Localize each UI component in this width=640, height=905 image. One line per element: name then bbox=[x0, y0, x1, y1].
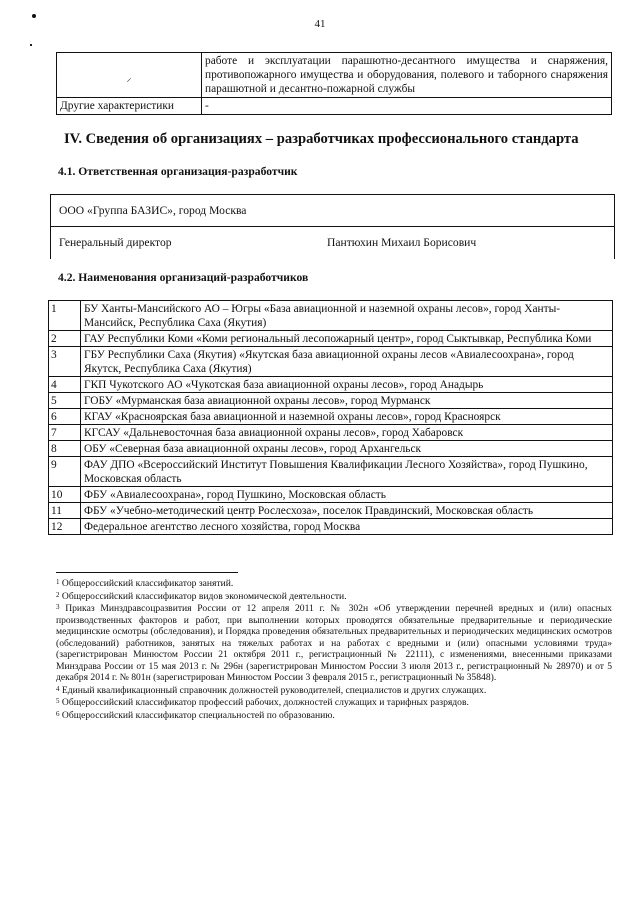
footnote-text: Общероссийский классификатор видов экономической деятельности. bbox=[61, 590, 347, 602]
org-number: 7 bbox=[49, 425, 81, 441]
org-name: ГОБУ «Мурманская база авиационной охраны лесов», город Мурманск bbox=[81, 393, 613, 409]
org-number: 6 bbox=[49, 409, 81, 425]
org-name: ФБУ «Учебно-методический центр Рослесхоза», поселок Правдинский, Московская область bbox=[81, 503, 613, 519]
table-row bbox=[49, 331, 613, 347]
org-number: 3 bbox=[49, 347, 81, 377]
org-number: 2 bbox=[49, 331, 81, 347]
responsible-person: Пантюхин Михаил Борисович bbox=[327, 236, 477, 249]
footnote-separator bbox=[56, 572, 238, 573]
other-characteristics-value: - bbox=[202, 98, 612, 115]
footnote bbox=[56, 685, 612, 697]
responsible-org-name: ООО «Группа БАЗИС», город Москва bbox=[59, 204, 247, 217]
org-number: 10 bbox=[49, 487, 81, 503]
divider bbox=[51, 226, 614, 227]
org-name: Федеральное агентство лесного хозяйства, город Москва bbox=[81, 519, 613, 535]
footnote-text: Общероссийский классификатор специальностей по образованию. bbox=[61, 709, 335, 721]
org-number: 5 bbox=[49, 393, 81, 409]
footnote-text: Общероссийский классификатор занятий. bbox=[61, 578, 234, 589]
scan-mark: ⸝ bbox=[126, 73, 132, 84]
org-number: 12 bbox=[49, 519, 81, 535]
table-row bbox=[49, 441, 613, 457]
org-number: 11 bbox=[49, 503, 81, 519]
table-row bbox=[49, 487, 613, 503]
table-row bbox=[49, 425, 613, 441]
org-number: 4 bbox=[49, 377, 81, 393]
table-row bbox=[49, 457, 613, 487]
footnote bbox=[56, 697, 612, 709]
table-row bbox=[49, 393, 613, 409]
table-row bbox=[57, 98, 612, 115]
other-characteristics-label: Другие характеристики bbox=[57, 98, 202, 115]
org-number: 8 bbox=[49, 441, 81, 457]
scan-speck bbox=[30, 44, 32, 46]
responsible-position: Генеральный директор bbox=[59, 236, 172, 249]
org-name: ФАУ ДПО «Всероссийский Институт Повышения Квалификации Лесного Хозяйства», город Пушкино, Московская область bbox=[81, 457, 613, 487]
footnote-text: Единый квалификационный справочник должностей руководителей, специалистов и других служащих. bbox=[61, 684, 487, 696]
footnote bbox=[56, 591, 612, 603]
org-name: ГАУ Республики Коми «Коми региональный лесопожарный центр», город Сыктывкар, Республика Коми bbox=[81, 331, 613, 347]
footnote bbox=[56, 710, 612, 722]
table-row bbox=[49, 503, 613, 519]
footnote-mark: 2 bbox=[56, 590, 60, 599]
footnotes bbox=[56, 578, 612, 722]
footnote-mark: 6 bbox=[56, 709, 60, 718]
table-row bbox=[49, 409, 613, 425]
table-cell-text: работе и эксплуатации парашютно-десантного имущества и снаряжения, противопожарного имущества и оборудования, полевого и таборного снаряжения парашютной и десантно-пожарной службы bbox=[202, 53, 612, 98]
developers-table-body bbox=[49, 301, 613, 535]
table-row bbox=[49, 377, 613, 393]
org-number: 9 bbox=[49, 457, 81, 487]
footnote-mark: 4 bbox=[56, 684, 60, 693]
org-name: КГАУ «Красноярская база авиационной и наземной охраны лесов», город Красноярск bbox=[81, 409, 613, 425]
org-name: КГСАУ «Дальневосточная база авиационной охраны лесов», город Хабаровск bbox=[81, 425, 613, 441]
footnote-mark: 1 bbox=[56, 578, 60, 586]
footnote-text: Общероссийский классификатор профессий рабочих, должностей служащих и тарифных разрядов. bbox=[61, 697, 469, 708]
footnote-mark: 3 bbox=[56, 603, 60, 611]
developers-table bbox=[48, 300, 613, 535]
footnote bbox=[56, 603, 612, 684]
responsible-org-box bbox=[50, 194, 615, 259]
table-row bbox=[49, 347, 613, 377]
table-row bbox=[57, 53, 612, 98]
table-row bbox=[49, 519, 613, 535]
table-cell-empty bbox=[57, 53, 202, 98]
footnote bbox=[56, 578, 612, 590]
org-name: ГКП Чукотского АО «Чукотская база авиационной охраны лесов», город Анадырь bbox=[81, 377, 613, 393]
characteristics-table bbox=[56, 52, 612, 115]
footnote-text: Приказ Минздравсоцразвития России от 12 апреля 2011 г. № 302н «Об утверждении перечней вредных и (или) опасных производственных факторов и работ, при выполнении которых проводятся обязательные предварительные и периодические медицинские осмотры (обследования), и Порядка проведения обязательных предварительных и периодических медицинских осмотров (обследований) работников, занятых на тяжелых работах и на работах с вредными и (или) опасными условиями труда» (зарегистрирован Минюстом России 21 октября 2011 г., регистрационный № 22111), с изменениями, внесенными приказами Минздрава России от 15 мая 2013 г. № 296н (зарегистрирован Минюстом России 3 июля 2013 г., регистрационный № 28970) и от 5 декабря 2014 г. № 801н (зарегистрирован Минюстом России 3 февраля 2015 г., регистрационный № 35848). bbox=[56, 603, 612, 683]
responsible-heading: 4.1. Ответственная организация-разработчик bbox=[58, 165, 298, 178]
footnote-mark: 5 bbox=[56, 697, 60, 705]
org-name: ОБУ «Северная база авиационной охраны лесов», город Архангельск bbox=[81, 441, 613, 457]
section-title: IV. Сведения об организациях – разработчиках профессионального стандарта bbox=[64, 131, 579, 147]
org-name: ФБУ «Авиалесоохрана», город Пушкино, Московская область bbox=[81, 487, 613, 503]
table-row bbox=[49, 301, 613, 331]
developers-heading: 4.2. Наименования организаций-разработчиков bbox=[58, 271, 309, 284]
org-name: БУ Ханты-Мансийского АО – Югры «База авиационной и наземной охраны лесов», город Ханты-Мансийск, Республика Саха (Якутия) bbox=[81, 301, 613, 331]
page-number: 41 bbox=[314, 18, 326, 30]
org-number: 1 bbox=[49, 301, 81, 331]
org-name: ГБУ Республики Саха (Якутия) «Якутская база авиационной охраны лесов «Авиалесоохрана», город Якутск, Республика Саха (Якутия) bbox=[81, 347, 613, 377]
